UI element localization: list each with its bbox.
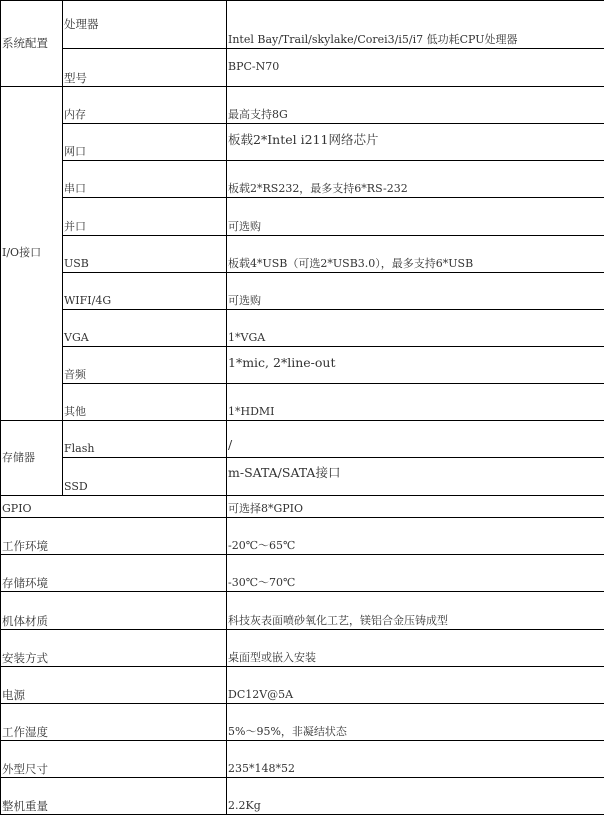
spec-value: /	[227, 421, 604, 458]
spec-value: BPC-N70	[227, 49, 604, 87]
spec-label: 内存	[63, 87, 227, 124]
spec-label: WIFI/4G	[63, 273, 227, 310]
table-row	[1, 704, 604, 741]
spec-label: GPIO	[1, 496, 227, 518]
spec-value: 可选择8*GPIO	[227, 496, 604, 518]
table-row	[1, 421, 604, 458]
spec-label: 网口	[63, 124, 227, 161]
spec-label: Flash	[63, 421, 227, 458]
spec-value: 最高支持8G	[227, 87, 604, 124]
spec-value: -20℃～65℃	[227, 518, 604, 555]
spec-value: 1*mic, 2*line-out	[227, 347, 604, 384]
spec-label: SSD	[63, 458, 227, 496]
table-row	[1, 630, 604, 667]
table-row	[1, 384, 604, 421]
spec-label: 整机重量	[1, 778, 227, 815]
table-row	[1, 1, 604, 49]
table-row	[1, 778, 604, 815]
table-row	[1, 49, 604, 87]
spec-value: 235*148*52	[227, 741, 604, 778]
spec-value: 板载4*USB（可选2*USB3.0），最多支持6*USB	[227, 236, 604, 273]
spec-label: VGA	[63, 310, 227, 347]
spec-label: 音频	[63, 347, 227, 384]
category-cell: I/O接口	[1, 87, 63, 421]
table-row	[1, 592, 604, 630]
spec-label: 机体材质	[1, 592, 227, 630]
table-row	[1, 198, 604, 236]
spec-value: 板载2*RS232，最多支持6*RS-232	[227, 161, 604, 198]
spec-value: 可选购	[227, 198, 604, 236]
table-row	[1, 236, 604, 273]
spec-value: m-SATA/SATA接口	[227, 458, 604, 496]
table-row	[1, 741, 604, 778]
spec-value: 2.2Kg	[227, 778, 604, 815]
table-row	[1, 667, 604, 704]
table-row	[1, 458, 604, 496]
spec-label: 存储环境	[1, 555, 227, 592]
table-row	[1, 87, 604, 124]
spec-value: Intel Bay/Trail/skylake/Corei3/i5/i7 低功耗CPU处理器	[227, 1, 604, 49]
category-cell: 存储器	[1, 421, 63, 496]
spec-label: 安装方式	[1, 630, 227, 667]
spec-value: -30℃～70℃	[227, 555, 604, 592]
spec-label: 工作湿度	[1, 704, 227, 741]
spec-value: 5%～95%，非凝结状态	[227, 704, 604, 741]
table-row	[1, 124, 604, 161]
spec-label: 工作环境	[1, 518, 227, 555]
table-row	[1, 161, 604, 198]
spec-value: DC12V@5A	[227, 667, 604, 704]
table-row	[1, 347, 604, 384]
spec-label: 其他	[63, 384, 227, 421]
table-row	[1, 496, 604, 518]
spec-label: 串口	[63, 161, 227, 198]
table-row	[1, 310, 604, 347]
spec-label: 外型尺寸	[1, 741, 227, 778]
spec-label: 型号	[63, 49, 227, 87]
spec-label: USB	[63, 236, 227, 273]
table-row	[1, 555, 604, 592]
spec-value: 科技灰表面喷砂氧化工艺，镁铝合金压铸成型	[227, 592, 604, 630]
spec-label: 电源	[1, 667, 227, 704]
table-row	[1, 518, 604, 555]
spec-label: 并口	[63, 198, 227, 236]
spec-value: 可选购	[227, 273, 604, 310]
spec-value: 1*VGA	[227, 310, 604, 347]
category-cell: 系统配置	[1, 1, 63, 87]
spec-label: 处理器	[63, 1, 227, 49]
spec-value: 桌面型或嵌入安装	[227, 630, 604, 667]
spec-value: 1*HDMI	[227, 384, 604, 421]
table-row	[1, 273, 604, 310]
spec-value: 板载2*Intel i211网络芯片	[227, 124, 604, 161]
